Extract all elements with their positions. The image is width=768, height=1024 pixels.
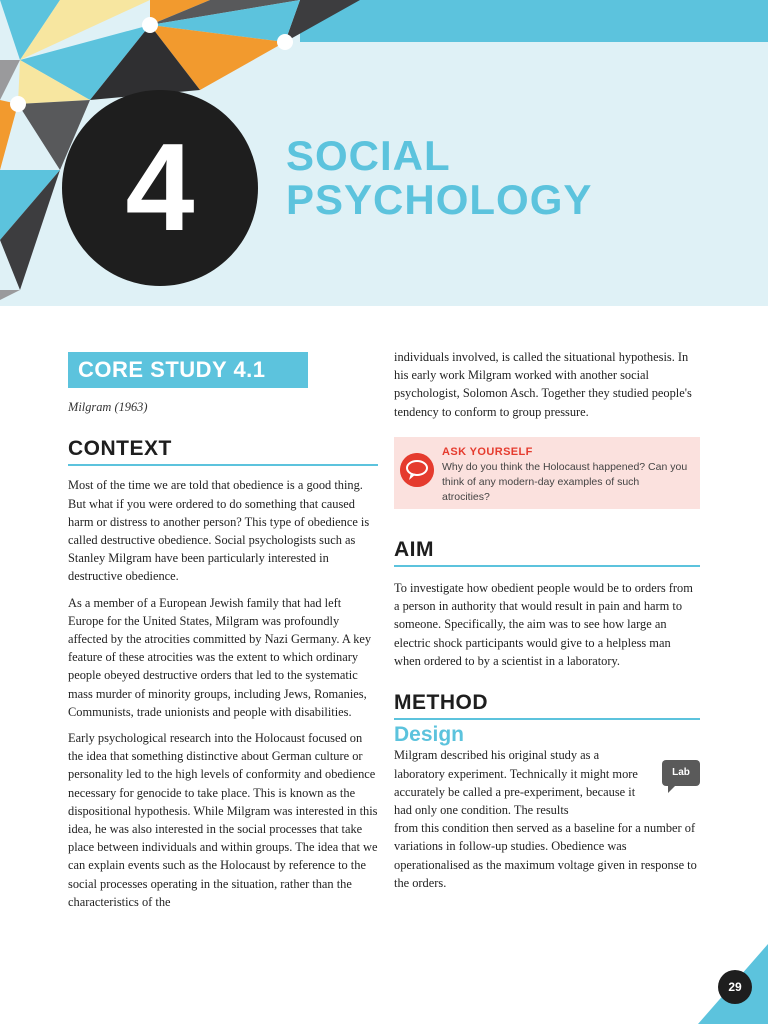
mosaic-node (142, 17, 158, 33)
design-text-2: from this condition then served as a baseline for a number of variations in follow-up studies. Obedience was operationalised as the maximum voltage given in response to the orders. (394, 821, 697, 890)
header-accent-bar (300, 0, 768, 42)
ask-yourself-text: Why do you think the Holocaust happened? Can you think of any modern-day examples of such atrocities? (442, 460, 688, 503)
ask-yourself-label: ASK YOURSELF (442, 445, 533, 458)
core-study-banner: CORE STUDY 4.1 (68, 352, 308, 388)
left-column (68, 352, 378, 919)
context-continuation: individuals involved, is called the situational hypothesis. In his early work Milgram worked with another social psychologist, Solomon Asch. Together they studied people's tendency to conform to group pressure. (394, 350, 692, 419)
ask-yourself-content (442, 445, 690, 505)
context-heading: CONTEXT (68, 440, 378, 466)
chapter-title-line-2: PSYCHOLOGY (286, 176, 593, 223)
design-text-1: Milgram described his original study as a laboratory experiment. Technically it might more accurately be called a pre-experiment, because it had only one condition. The results (394, 748, 638, 818)
context-paragraph-1: Most of the time we are told that obedience is a good thing. But what if you were ordered to do something that caused harm or distress to another person? This type of obedience is called destructive obedience. Social psychologists such as Stanley Milgram have been particularly interested in destructive obedience. (68, 478, 370, 584)
context-paragraph-3: Early psychological research into the Holocaust focused on the idea that something distinctive about German culture or personality led to the high levels of conformity and obedience necessary for genocide to take place. This is known as the dispositional hypothesis. While Milgram was interested in this idea, he was also interested in the social processes that take place between individuals and within groups. The idea that we can explain events such as the Holocaust by reference to the social processes operating in the situation, rather than the characteristics of the (68, 731, 378, 909)
method-heading: METHOD (394, 694, 700, 720)
design-heading: Design (394, 723, 465, 747)
aim-text: To investigate how obedient people would be to orders from a person in authority that would result in pain and harm to someone. Specifically, the aim was to see how large an electric shock participants would give to a helpless man when ordered to by a scientist in a laboratory. (394, 581, 693, 668)
mosaic-node (10, 96, 26, 112)
chapter-title-line-1: SOCIAL (286, 132, 451, 179)
aim-heading: AIM (394, 541, 700, 567)
mosaic-tile (0, 290, 20, 300)
mosaic-tile (0, 60, 20, 100)
lab-badge: Lab (662, 760, 700, 786)
context-paragraph-2: As a member of a European Jewish family that had left Europe for the United States, Milgram was profoundly affected by the atrocities committed by Nazi Germany. A key feature of these atrocities was the extent to which ordinary people obeyed destructive orders that led to the systematic mass murder of minority groups, including Jews, Romanies, Communists, trade unionists and people with disabilities. (68, 595, 372, 719)
design-section (394, 746, 700, 892)
study-citation: Milgram (1963) (68, 400, 148, 414)
right-column (394, 348, 700, 900)
speech-bubble-icon (400, 453, 434, 487)
mosaic-node (277, 34, 293, 50)
chapter-number: 4 (125, 119, 195, 257)
chapter-title (286, 134, 592, 222)
page-number: 29 (718, 970, 752, 1004)
ask-yourself-box (394, 437, 700, 509)
